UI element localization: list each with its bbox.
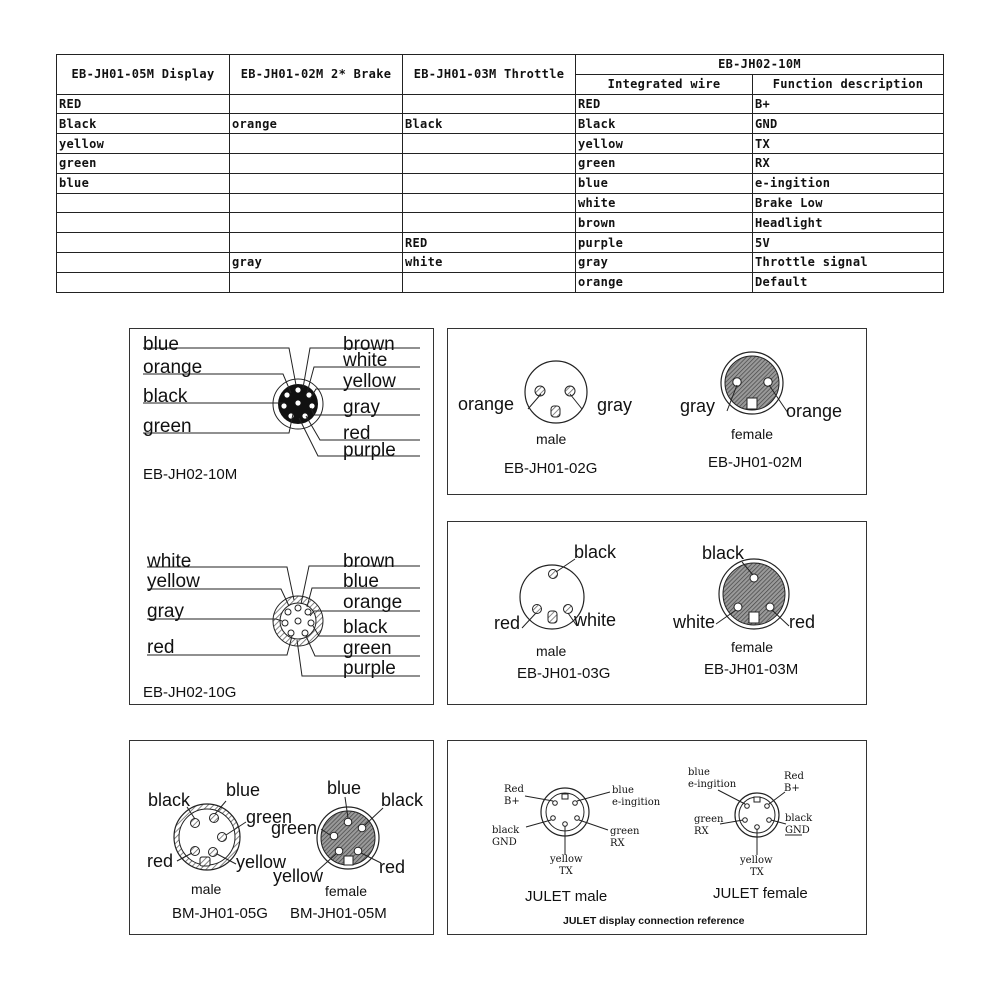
connector-socket: [750, 574, 758, 582]
connector-eb-jh02-10g: [143, 551, 420, 701]
table-cell: Brake Low: [753, 193, 944, 213]
wire-label: black: [343, 617, 388, 638]
wire-label: black: [785, 813, 813, 824]
function-label: GND: [492, 837, 517, 848]
connector-pin: [564, 605, 573, 614]
wire-label: orange: [343, 592, 403, 613]
gender-label: male: [536, 643, 567, 659]
table-cell: purple: [576, 233, 753, 253]
wire-label: gray: [597, 395, 633, 415]
gender-label: male: [536, 431, 567, 447]
table-cell: RX: [753, 153, 944, 173]
wire-label: red: [147, 637, 175, 658]
wire-label: green: [694, 814, 724, 825]
header-throttle: EB-JH01-03M Throttle: [403, 55, 576, 95]
connector-caption: EB-JH02-10M: [143, 466, 238, 483]
table-cell: white: [403, 252, 576, 272]
connector-bm-jh01-05g: [147, 780, 292, 922]
connector-julet-female: [688, 767, 813, 902]
table-cell: Black: [403, 114, 576, 134]
connector-socket: [734, 603, 742, 611]
gender-label: male: [191, 881, 222, 897]
wire-label: blue: [327, 778, 362, 798]
function-label: RX: [694, 826, 709, 837]
wire-label: orange: [786, 401, 843, 421]
connector-bm-jh01-05m: [271, 778, 424, 922]
table-cell: GND: [753, 114, 944, 134]
table-cell: orange: [576, 272, 753, 292]
header-function-description: Function description: [753, 74, 944, 94]
connector-socket: [764, 378, 772, 386]
wire-label: black: [702, 543, 745, 563]
connector-caption: EB-JH02-10G: [143, 684, 237, 701]
wire-label: purple: [343, 658, 396, 679]
connector-key: [754, 797, 760, 802]
connector-caption: JULET female: [713, 885, 808, 902]
wire-label: black: [381, 790, 424, 810]
connector-eb-jh02-10m: [143, 334, 420, 483]
wire-label: yellow: [147, 571, 200, 592]
wire-label: gray: [147, 601, 184, 622]
connector-caption: EB-JH01-02M: [708, 454, 803, 471]
wire-label: Red: [784, 771, 804, 782]
wire-label: gray: [343, 397, 380, 418]
wire-label: red: [343, 423, 371, 444]
table-cell: brown: [576, 213, 753, 233]
wire-label: blue: [143, 334, 179, 355]
connector-key: [747, 398, 757, 409]
table-cell: yellow: [576, 134, 753, 154]
wire-label: orange: [143, 357, 203, 378]
wire-label: purple: [343, 440, 396, 461]
connector-socket: [733, 378, 741, 386]
wire-label: gray: [680, 396, 716, 416]
table-cell: Black: [57, 114, 230, 134]
connector-key: [749, 612, 759, 623]
function-label: TX: [750, 867, 764, 878]
wire-label: brown: [343, 334, 395, 355]
table-cell: Black: [576, 114, 753, 134]
connector-key: [562, 794, 568, 799]
table-cell: blue: [57, 173, 230, 193]
julet-reference-caption: JULET display connection reference: [563, 915, 745, 927]
wire-label: blue: [226, 780, 261, 800]
table-cell: green: [576, 153, 753, 173]
wire-label: yellow: [740, 855, 773, 866]
wire-label: black: [574, 542, 617, 562]
wire-label: white: [574, 610, 617, 630]
wire-label: Red: [504, 784, 524, 795]
wire-label: green: [271, 818, 318, 838]
function-label: TX: [559, 866, 573, 877]
table-cell: blue: [576, 173, 753, 193]
function-label: B+: [504, 796, 520, 807]
header-brake: EB-JH01-02M 2* Brake: [230, 55, 403, 95]
connector-key: [548, 611, 557, 623]
wire-label: black: [143, 386, 188, 407]
table-cell: TX: [753, 134, 944, 154]
connector-pin: [533, 605, 542, 614]
table-cell: Throttle signal: [753, 252, 944, 272]
wire-label: green: [246, 807, 293, 827]
table-cell: orange: [230, 114, 403, 134]
table-cell: white: [576, 193, 753, 213]
connector-caption: EB-JH01-03M: [704, 661, 799, 678]
table-cell: e-ingition: [753, 173, 944, 193]
gender-label: female: [325, 883, 368, 899]
header-integrated-wire: Integrated wire: [576, 74, 753, 94]
wire-label: yellow: [343, 371, 396, 392]
function-label: GND: [785, 825, 810, 836]
header-display: EB-JH01-05M Display: [57, 55, 230, 95]
table-cell: gray: [230, 252, 403, 272]
function-label: RX: [610, 838, 625, 849]
wire-label: brown: [343, 551, 395, 572]
table-cell: RED: [57, 94, 230, 114]
header-main-harness: EB-JH02-10M: [576, 55, 944, 75]
connector-key: [551, 406, 560, 417]
table-cell: RED: [576, 94, 753, 114]
wire-label: white: [343, 350, 388, 371]
connector-caption: BM-JH01-05M: [290, 905, 387, 922]
wire-label: yellow: [273, 866, 324, 886]
gender-label: female: [731, 426, 774, 442]
wire-label: yellow: [236, 852, 287, 872]
wire-label: red: [789, 612, 816, 632]
wire-label: red: [379, 857, 406, 877]
wire-label: blue: [688, 767, 710, 778]
wire-label: green: [343, 638, 392, 659]
wire-label: orange: [458, 394, 515, 414]
connector-key: [344, 856, 353, 865]
gender-label: female: [731, 639, 774, 655]
wire-label: black: [148, 790, 191, 810]
wire-label: blue: [343, 571, 379, 592]
connector-caption: EB-JH01-03G: [517, 665, 611, 682]
wire-label: white: [673, 612, 716, 632]
connector-eb-jh01-02m: [680, 352, 842, 471]
connector-caption: EB-JH01-02G: [504, 460, 598, 477]
wire-label: black: [492, 825, 520, 836]
connector-key: [200, 857, 210, 866]
connector-eb-jh01-03g: [494, 542, 617, 682]
function-label: e-ingition: [612, 797, 661, 808]
table-cell: yellow: [57, 134, 230, 154]
connector-caption: JULET male: [525, 888, 608, 905]
connector-julet-male: [492, 784, 661, 905]
connector-pin: [549, 570, 558, 579]
function-label: e-ingition: [688, 779, 737, 790]
wire-label: white: [147, 551, 192, 572]
wire-label: green: [610, 826, 640, 837]
connector-eb-jh01-03m: [672, 543, 815, 678]
table-cell: Default: [753, 272, 944, 292]
table-cell: green: [57, 153, 230, 173]
wire-label: blue: [612, 785, 634, 796]
connector-caption: BM-JH01-05G: [172, 905, 268, 922]
connector-eb-jh01-02g: [458, 361, 632, 477]
wire-label: red: [494, 613, 521, 633]
table-cell: 5V: [753, 233, 944, 253]
table-cell: gray: [576, 252, 753, 272]
table-cell: RED: [403, 233, 576, 253]
wire-label: red: [147, 851, 174, 871]
wire-label: green: [143, 416, 192, 437]
connector-socket: [766, 603, 774, 611]
table-cell: Headlight: [753, 213, 944, 233]
table-cell: B+: [753, 94, 944, 114]
function-label: B+: [784, 783, 800, 794]
wire-label: yellow: [550, 854, 583, 865]
